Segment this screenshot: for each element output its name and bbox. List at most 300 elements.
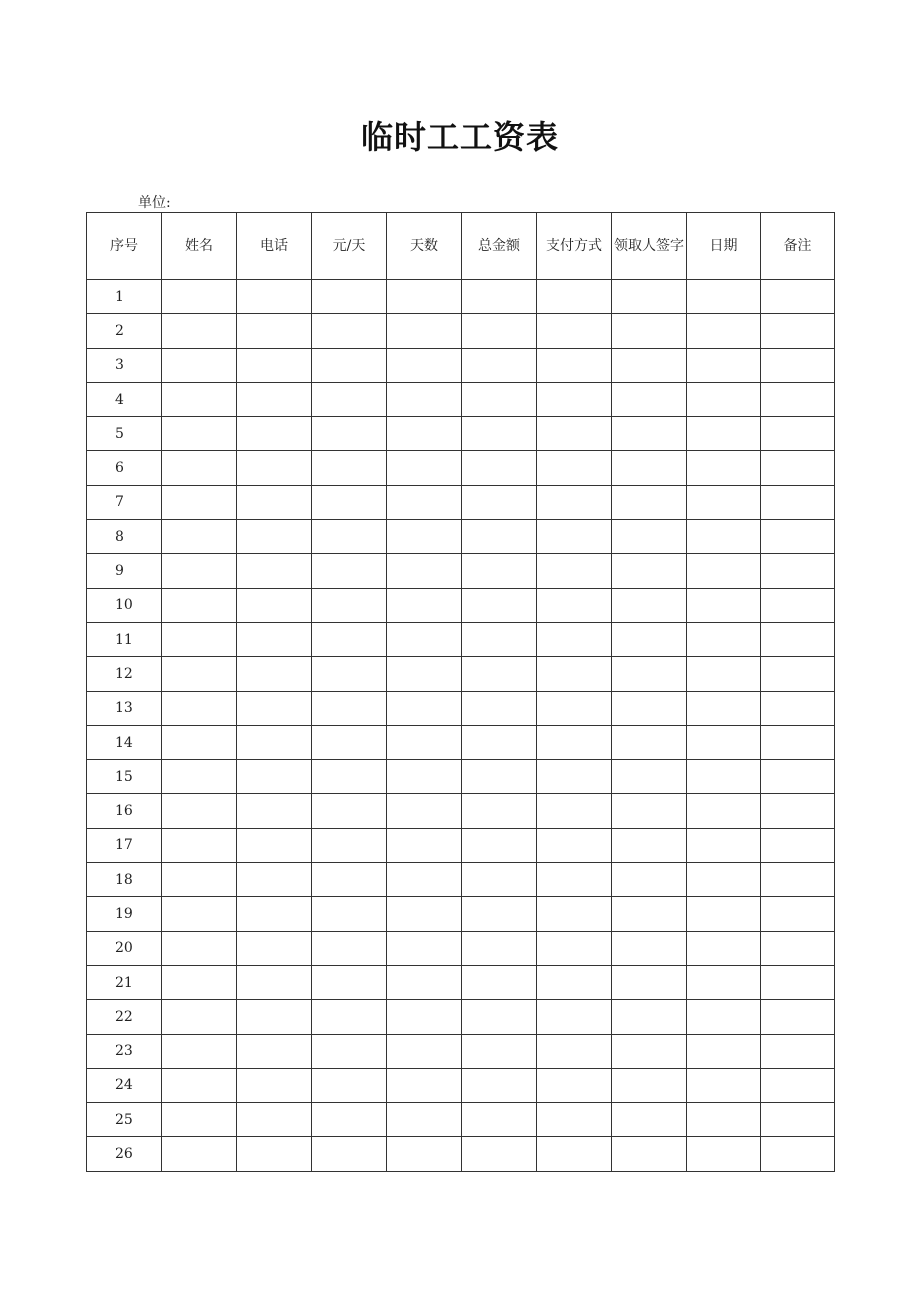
table-row	[87, 1068, 835, 1102]
table-row	[87, 794, 835, 828]
cell-name[interactable]	[162, 382, 237, 416]
cell-remarks[interactable]	[761, 965, 835, 999]
cell-total[interactable]	[462, 280, 537, 314]
cell-phone[interactable]	[237, 931, 312, 965]
cell-phone[interactable]	[237, 280, 312, 314]
row-seq-number: 23	[87, 1034, 162, 1068]
cell-phone[interactable]	[237, 828, 312, 862]
cell-payment-method[interactable]	[537, 897, 612, 931]
cell-payment-method[interactable]	[537, 828, 612, 862]
cell-name[interactable]	[162, 485, 237, 519]
cell-recipient-signature[interactable]	[612, 348, 687, 382]
cell-remarks[interactable]	[761, 1068, 835, 1102]
cell-remarks[interactable]	[761, 1137, 835, 1171]
cell-date[interactable]	[687, 1000, 761, 1034]
cell-phone[interactable]	[237, 485, 312, 519]
table-row	[87, 965, 835, 999]
cell-name[interactable]	[162, 1000, 237, 1034]
cell-recipient-signature[interactable]	[612, 1034, 687, 1068]
cell-payment-method[interactable]	[537, 1034, 612, 1068]
cell-name[interactable]	[162, 1034, 237, 1068]
cell-total[interactable]	[462, 1068, 537, 1102]
row-seq-number: 9	[87, 554, 162, 588]
cell-recipient-signature[interactable]	[612, 1103, 687, 1137]
cell-days[interactable]	[387, 931, 462, 965]
cell-phone[interactable]	[237, 725, 312, 759]
row-seq-number: 18	[87, 863, 162, 897]
row-seq-number: 16	[87, 794, 162, 828]
table-row	[87, 382, 835, 416]
row-seq-number: 1	[87, 280, 162, 314]
cell-remarks[interactable]	[761, 485, 835, 519]
cell-remarks[interactable]	[761, 520, 835, 554]
cell-payment-method[interactable]	[537, 1068, 612, 1102]
cell-name[interactable]	[162, 1068, 237, 1102]
cell-recipient-signature[interactable]	[612, 760, 687, 794]
cell-daily-rate[interactable]	[312, 1103, 387, 1137]
cell-daily-rate[interactable]	[312, 794, 387, 828]
cell-total[interactable]	[462, 760, 537, 794]
wage-table	[86, 212, 835, 1172]
cell-name[interactable]	[162, 725, 237, 759]
cell-daily-rate[interactable]	[312, 280, 387, 314]
cell-daily-rate[interactable]	[312, 1034, 387, 1068]
cell-daily-rate[interactable]	[312, 520, 387, 554]
cell-date[interactable]	[687, 314, 761, 348]
cell-recipient-signature[interactable]	[612, 965, 687, 999]
cell-total[interactable]	[462, 897, 537, 931]
cell-phone[interactable]	[237, 314, 312, 348]
table-row	[87, 622, 835, 656]
cell-remarks[interactable]	[761, 828, 835, 862]
cell-payment-method[interactable]	[537, 417, 612, 451]
cell-remarks[interactable]	[761, 897, 835, 931]
row-seq-number: 8	[87, 520, 162, 554]
cell-recipient-signature[interactable]	[612, 520, 687, 554]
cell-payment-method[interactable]	[537, 1137, 612, 1171]
cell-phone[interactable]	[237, 1000, 312, 1034]
cell-recipient-signature[interactable]	[612, 622, 687, 656]
cell-payment-method[interactable]	[537, 965, 612, 999]
cell-days[interactable]	[387, 1103, 462, 1137]
cell-total[interactable]	[462, 828, 537, 862]
cell-name[interactable]	[162, 1137, 237, 1171]
row-seq-number: 7	[87, 485, 162, 519]
cell-name[interactable]	[162, 760, 237, 794]
header-phone: 电话	[237, 213, 312, 280]
cell-daily-rate[interactable]	[312, 725, 387, 759]
cell-days[interactable]	[387, 657, 462, 691]
cell-date[interactable]	[687, 725, 761, 759]
cell-payment-method[interactable]	[537, 314, 612, 348]
cell-recipient-signature[interactable]	[612, 314, 687, 348]
cell-payment-method[interactable]	[537, 725, 612, 759]
cell-daily-rate[interactable]	[312, 1000, 387, 1034]
cell-name[interactable]	[162, 931, 237, 965]
row-seq-number: 11	[87, 622, 162, 656]
cell-total[interactable]	[462, 931, 537, 965]
cell-recipient-signature[interactable]	[612, 931, 687, 965]
cell-days[interactable]	[387, 691, 462, 725]
cell-date[interactable]	[687, 417, 761, 451]
cell-daily-rate[interactable]	[312, 451, 387, 485]
cell-days[interactable]	[387, 965, 462, 999]
cell-recipient-signature[interactable]	[612, 1068, 687, 1102]
cell-days[interactable]	[387, 1068, 462, 1102]
cell-payment-method[interactable]	[537, 485, 612, 519]
cell-total[interactable]	[462, 1000, 537, 1034]
cell-total[interactable]	[462, 588, 537, 622]
cell-phone[interactable]	[237, 897, 312, 931]
cell-phone[interactable]	[237, 520, 312, 554]
cell-payment-method[interactable]	[537, 760, 612, 794]
cell-payment-method[interactable]	[537, 554, 612, 588]
table-row	[87, 417, 835, 451]
cell-name[interactable]	[162, 794, 237, 828]
cell-total[interactable]	[462, 382, 537, 416]
cell-phone[interactable]	[237, 451, 312, 485]
cell-name[interactable]	[162, 863, 237, 897]
header-date: 日期	[687, 213, 761, 280]
table-row	[87, 725, 835, 759]
table-row	[87, 1000, 835, 1034]
cell-total[interactable]	[462, 657, 537, 691]
cell-name[interactable]	[162, 657, 237, 691]
cell-remarks[interactable]	[761, 760, 835, 794]
table-row	[87, 1137, 835, 1171]
cell-daily-rate[interactable]	[312, 1137, 387, 1171]
cell-payment-method[interactable]	[537, 1000, 612, 1034]
table-row	[87, 451, 835, 485]
cell-payment-method[interactable]	[537, 451, 612, 485]
cell-days[interactable]	[387, 897, 462, 931]
cell-days[interactable]	[387, 417, 462, 451]
header-days: 天数	[387, 213, 462, 280]
row-seq-number: 4	[87, 382, 162, 416]
cell-daily-rate[interactable]	[312, 863, 387, 897]
cell-days[interactable]	[387, 794, 462, 828]
cell-remarks[interactable]	[761, 931, 835, 965]
cell-total[interactable]	[462, 1034, 537, 1068]
table-row	[87, 657, 835, 691]
cell-date[interactable]	[687, 520, 761, 554]
cell-total[interactable]	[462, 520, 537, 554]
cell-total[interactable]	[462, 1137, 537, 1171]
cell-phone[interactable]	[237, 417, 312, 451]
cell-daily-rate[interactable]	[312, 828, 387, 862]
row-seq-number: 21	[87, 965, 162, 999]
cell-date[interactable]	[687, 691, 761, 725]
cell-phone[interactable]	[237, 760, 312, 794]
cell-days[interactable]	[387, 760, 462, 794]
table-row	[87, 588, 835, 622]
cell-daily-rate[interactable]	[312, 382, 387, 416]
cell-remarks[interactable]	[761, 863, 835, 897]
row-seq-number: 6	[87, 451, 162, 485]
unit-label: 单位:	[138, 195, 171, 211]
cell-remarks[interactable]	[761, 1034, 835, 1068]
cell-name[interactable]	[162, 588, 237, 622]
cell-daily-rate[interactable]	[312, 760, 387, 794]
row-seq-number: 13	[87, 691, 162, 725]
table-row	[87, 485, 835, 519]
cell-days[interactable]	[387, 485, 462, 519]
cell-recipient-signature[interactable]	[612, 1137, 687, 1171]
cell-days[interactable]	[387, 1034, 462, 1068]
header-row	[87, 213, 835, 280]
cell-recipient-signature[interactable]	[612, 691, 687, 725]
cell-date[interactable]	[687, 1034, 761, 1068]
page-title: 临时工工资表	[360, 118, 559, 156]
cell-date[interactable]	[687, 965, 761, 999]
cell-recipient-signature[interactable]	[612, 451, 687, 485]
cell-daily-rate[interactable]	[312, 657, 387, 691]
cell-days[interactable]	[387, 314, 462, 348]
table-row	[87, 520, 835, 554]
cell-payment-method[interactable]	[537, 657, 612, 691]
cell-payment-method[interactable]	[537, 863, 612, 897]
cell-remarks[interactable]	[761, 348, 835, 382]
cell-name[interactable]	[162, 828, 237, 862]
cell-total[interactable]	[462, 348, 537, 382]
cell-date[interactable]	[687, 280, 761, 314]
cell-payment-method[interactable]	[537, 794, 612, 828]
cell-date[interactable]	[687, 931, 761, 965]
cell-remarks[interactable]	[761, 280, 835, 314]
cell-remarks[interactable]	[761, 554, 835, 588]
cell-daily-rate[interactable]	[312, 485, 387, 519]
row-seq-number: 24	[87, 1068, 162, 1102]
cell-daily-rate[interactable]	[312, 417, 387, 451]
table-row	[87, 1034, 835, 1068]
cell-date[interactable]	[687, 760, 761, 794]
cell-days[interactable]	[387, 520, 462, 554]
cell-total[interactable]	[462, 451, 537, 485]
table-row	[87, 348, 835, 382]
cell-date[interactable]	[687, 1137, 761, 1171]
cell-date[interactable]	[687, 622, 761, 656]
table-row	[87, 691, 835, 725]
cell-phone[interactable]	[237, 588, 312, 622]
row-seq-number: 2	[87, 314, 162, 348]
table-row	[87, 931, 835, 965]
cell-days[interactable]	[387, 1137, 462, 1171]
cell-daily-rate[interactable]	[312, 691, 387, 725]
header-payment-method: 支付方式	[537, 213, 612, 280]
row-seq-number: 10	[87, 588, 162, 622]
cell-daily-rate[interactable]	[312, 622, 387, 656]
cell-recipient-signature[interactable]	[612, 828, 687, 862]
cell-date[interactable]	[687, 382, 761, 416]
cell-name[interactable]	[162, 897, 237, 931]
cell-recipient-signature[interactable]	[612, 417, 687, 451]
cell-days[interactable]	[387, 1000, 462, 1034]
cell-name[interactable]	[162, 314, 237, 348]
header-daily-rate: 元/天	[312, 213, 387, 280]
cell-remarks[interactable]	[761, 794, 835, 828]
cell-remarks[interactable]	[761, 1000, 835, 1034]
cell-total[interactable]	[462, 622, 537, 656]
cell-phone[interactable]	[237, 1034, 312, 1068]
cell-date[interactable]	[687, 554, 761, 588]
cell-name[interactable]	[162, 348, 237, 382]
cell-phone[interactable]	[237, 1137, 312, 1171]
row-seq-number: 19	[87, 897, 162, 931]
cell-phone[interactable]	[237, 863, 312, 897]
cell-total[interactable]	[462, 691, 537, 725]
cell-recipient-signature[interactable]	[612, 897, 687, 931]
cell-remarks[interactable]	[761, 1103, 835, 1137]
header-remarks: 备注	[761, 213, 835, 280]
row-seq-number: 5	[87, 417, 162, 451]
cell-payment-method[interactable]	[537, 520, 612, 554]
cell-payment-method[interactable]	[537, 280, 612, 314]
cell-recipient-signature[interactable]	[612, 280, 687, 314]
cell-days[interactable]	[387, 554, 462, 588]
table-row	[87, 1103, 835, 1137]
cell-days[interactable]	[387, 451, 462, 485]
cell-name[interactable]	[162, 1103, 237, 1137]
cell-date[interactable]	[687, 588, 761, 622]
cell-remarks[interactable]	[761, 314, 835, 348]
cell-recipient-signature[interactable]	[612, 554, 687, 588]
cell-phone[interactable]	[237, 622, 312, 656]
cell-recipient-signature[interactable]	[612, 725, 687, 759]
cell-days[interactable]	[387, 382, 462, 416]
cell-date[interactable]	[687, 348, 761, 382]
cell-name[interactable]	[162, 691, 237, 725]
cell-daily-rate[interactable]	[312, 554, 387, 588]
cell-date[interactable]	[687, 1103, 761, 1137]
cell-total[interactable]	[462, 965, 537, 999]
header-total: 总金额	[462, 213, 537, 280]
row-seq-number: 25	[87, 1103, 162, 1137]
cell-phone[interactable]	[237, 554, 312, 588]
header-seq: 序号	[87, 213, 162, 280]
cell-name[interactable]	[162, 965, 237, 999]
table-row	[87, 314, 835, 348]
cell-remarks[interactable]	[761, 657, 835, 691]
cell-recipient-signature[interactable]	[612, 657, 687, 691]
cell-recipient-signature[interactable]	[612, 863, 687, 897]
cell-recipient-signature[interactable]	[612, 794, 687, 828]
row-seq-number: 22	[87, 1000, 162, 1034]
cell-daily-rate[interactable]	[312, 897, 387, 931]
cell-remarks[interactable]	[761, 382, 835, 416]
cell-phone[interactable]	[237, 348, 312, 382]
cell-payment-method[interactable]	[537, 382, 612, 416]
table-row	[87, 760, 835, 794]
row-seq-number: 20	[87, 931, 162, 965]
cell-daily-rate[interactable]	[312, 1068, 387, 1102]
cell-daily-rate[interactable]	[312, 965, 387, 999]
cell-date[interactable]	[687, 794, 761, 828]
cell-days[interactable]	[387, 280, 462, 314]
cell-phone[interactable]	[237, 382, 312, 416]
cell-days[interactable]	[387, 863, 462, 897]
cell-days[interactable]	[387, 725, 462, 759]
cell-total[interactable]	[462, 485, 537, 519]
table-row	[87, 897, 835, 931]
cell-name[interactable]	[162, 520, 237, 554]
cell-recipient-signature[interactable]	[612, 382, 687, 416]
cell-phone[interactable]	[237, 691, 312, 725]
cell-days[interactable]	[387, 828, 462, 862]
cell-days[interactable]	[387, 588, 462, 622]
cell-total[interactable]	[462, 314, 537, 348]
row-seq-number: 14	[87, 725, 162, 759]
cell-date[interactable]	[687, 451, 761, 485]
cell-remarks[interactable]	[761, 417, 835, 451]
cell-phone[interactable]	[237, 1103, 312, 1137]
cell-name[interactable]	[162, 417, 237, 451]
cell-date[interactable]	[687, 657, 761, 691]
cell-total[interactable]	[462, 554, 537, 588]
cell-payment-method[interactable]	[537, 348, 612, 382]
cell-date[interactable]	[687, 1068, 761, 1102]
cell-date[interactable]	[687, 828, 761, 862]
cell-days[interactable]	[387, 622, 462, 656]
cell-remarks[interactable]	[761, 691, 835, 725]
cell-remarks[interactable]	[761, 622, 835, 656]
table-row	[87, 554, 835, 588]
cell-days[interactable]	[387, 348, 462, 382]
cell-date[interactable]	[687, 897, 761, 931]
table-body	[87, 280, 835, 1172]
cell-total[interactable]	[462, 417, 537, 451]
row-seq-number: 3	[87, 348, 162, 382]
cell-payment-method[interactable]	[537, 931, 612, 965]
row-seq-number: 15	[87, 760, 162, 794]
cell-name[interactable]	[162, 554, 237, 588]
row-seq-number: 26	[87, 1137, 162, 1171]
cell-payment-method[interactable]	[537, 691, 612, 725]
cell-phone[interactable]	[237, 1068, 312, 1102]
cell-remarks[interactable]	[761, 725, 835, 759]
cell-name[interactable]	[162, 280, 237, 314]
cell-recipient-signature[interactable]	[612, 485, 687, 519]
cell-recipient-signature[interactable]	[612, 588, 687, 622]
cell-payment-method[interactable]	[537, 588, 612, 622]
header-recipient-signature: 领取人签字	[612, 213, 687, 280]
cell-name[interactable]	[162, 451, 237, 485]
cell-date[interactable]	[687, 863, 761, 897]
table-row	[87, 280, 835, 314]
table-row	[87, 828, 835, 862]
cell-recipient-signature[interactable]	[612, 1000, 687, 1034]
cell-total[interactable]	[462, 863, 537, 897]
cell-phone[interactable]	[237, 794, 312, 828]
cell-total[interactable]	[462, 1103, 537, 1137]
cell-name[interactable]	[162, 622, 237, 656]
cell-payment-method[interactable]	[537, 1103, 612, 1137]
row-seq-number: 12	[87, 657, 162, 691]
cell-remarks[interactable]	[761, 451, 835, 485]
cell-daily-rate[interactable]	[312, 314, 387, 348]
cell-phone[interactable]	[237, 965, 312, 999]
cell-total[interactable]	[462, 794, 537, 828]
cell-daily-rate[interactable]	[312, 588, 387, 622]
cell-total[interactable]	[462, 725, 537, 759]
cell-date[interactable]	[687, 485, 761, 519]
header-name: 姓名	[162, 213, 237, 280]
cell-payment-method[interactable]	[537, 622, 612, 656]
cell-daily-rate[interactable]	[312, 348, 387, 382]
cell-daily-rate[interactable]	[312, 931, 387, 965]
row-seq-number: 17	[87, 828, 162, 862]
cell-remarks[interactable]	[761, 588, 835, 622]
cell-phone[interactable]	[237, 657, 312, 691]
